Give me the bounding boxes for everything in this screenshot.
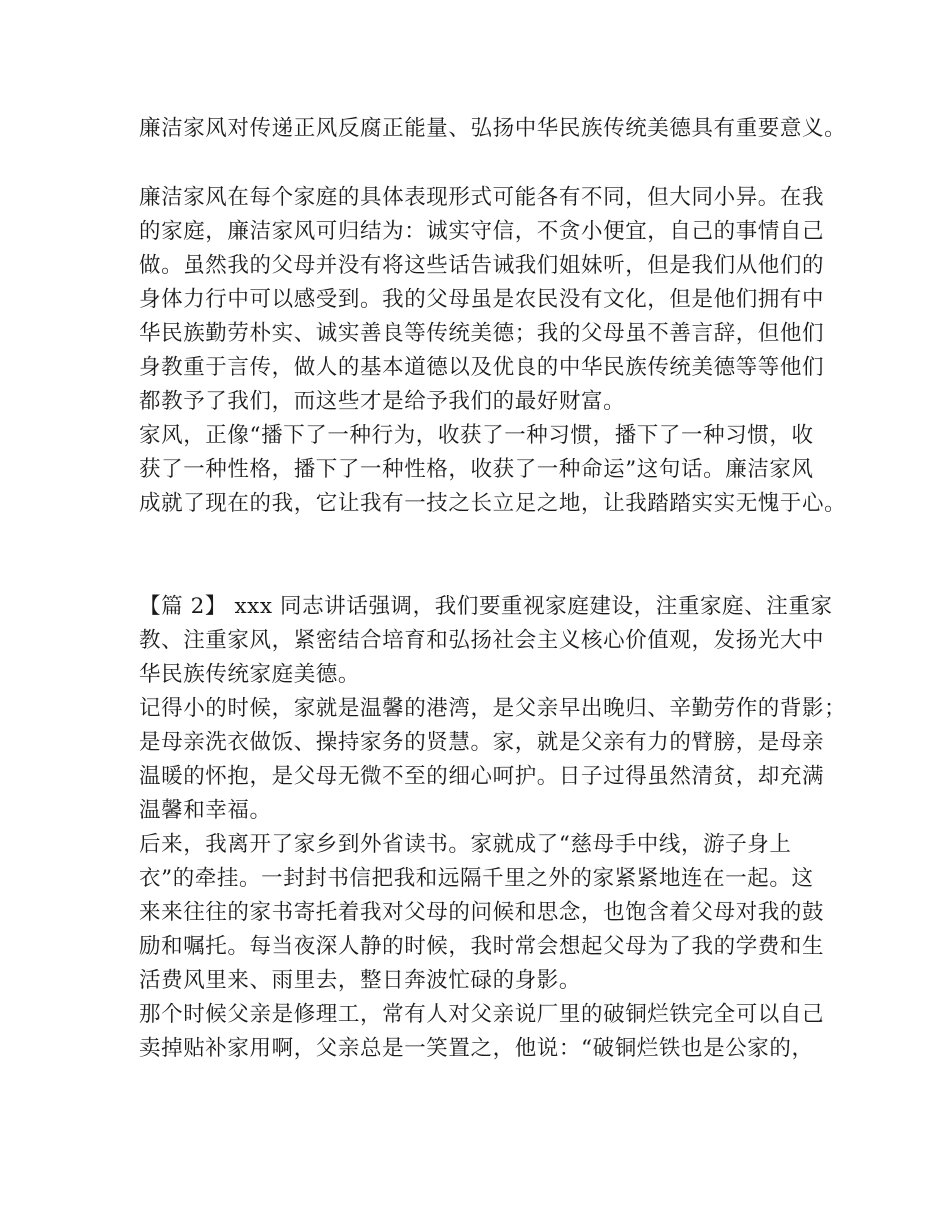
text-line: 记得小的时候，家就是温馨的港湾，是父亲早出晚归、辛勤劳作的背影； bbox=[139, 696, 847, 721]
text-line: 做。虽然我的父母并没有将这些话告诫我们姐妹听，但是我们从他们的 bbox=[139, 253, 825, 278]
text-line: 后来，我离开了家乡到外省读书。家就成了“慈母手中线，游子身上 bbox=[139, 832, 792, 857]
text-line: 那个时候父亲是修理工，常有人对父亲说厂里的破铜烂铁完全可以自己 bbox=[139, 1002, 825, 1027]
text-line: 来来往往的家书寄托着我对父母的问候和思念，也饱含着父母对我的鼓 bbox=[139, 900, 825, 925]
text-line: 获了一种性格，播下了一种性格，收获了一种命运”这句话。廉洁家风 bbox=[139, 457, 814, 482]
text-line: 家风，正像“播下了一种行为，收获了一种习惯，播下了一种习惯，收 bbox=[139, 423, 814, 448]
text-line: 廉洁家风对传递正风反腐正能量、弘扬中华民族传统美德具有重要意义。 bbox=[139, 116, 847, 141]
text-line: 卖掉贴补家用啊，父亲总是一笑置之，他说：“破铜烂铁也是公家的， bbox=[139, 1036, 814, 1061]
text-line: 教、注重家风，紧密结合培育和弘扬社会主义核心价值观，发扬光大中 bbox=[139, 628, 825, 653]
text-line: 温馨和幸福。 bbox=[139, 798, 272, 823]
text-line: 成就了现在的我，它让我有一技之长立足之地，让我踏踏实实无愧于心。 bbox=[139, 491, 847, 516]
text-line: 衣”的牵挂。一封封书信把我和远隔千里之外的家紧紧地连在一起。这 bbox=[139, 866, 814, 891]
text-line: 是母亲洗衣做饭、操持家务的贤慧。家，就是父亲有力的臂膀，是母亲 bbox=[139, 730, 825, 755]
text-line: 华民族勤劳朴实、诚实善良等传统美德；我的父母虽不善言辞，但他们 bbox=[139, 321, 825, 346]
text-line: 华民族传统家庭美德。 bbox=[139, 662, 361, 687]
text-line: 身体力行中可以感受到。我的父母虽是农民没有文化，但是他们拥有中 bbox=[139, 287, 825, 312]
text-line: 活费风里来、雨里去，整日奔波忙碌的身影。 bbox=[139, 968, 582, 993]
text-line: 都教予了我们，而这些才是给予我们的最好财富。 bbox=[139, 389, 626, 414]
text-line: 身教重于言传，做人的基本道德以及优良的中华民族传统美德等等他们 bbox=[139, 355, 825, 380]
text-line: 廉洁家风在每个家庭的具体表现形式可能各有不同，但大同小异。在我 bbox=[139, 185, 825, 210]
section-heading-line: 【篇 2】 xxx 同志讲话强调，我们要重视家庭建设，注重家庭、注重家 bbox=[139, 594, 833, 619]
text-line: 温暖的怀抱，是父母无微不至的细心呵护。日子过得虽然清贫，却充满 bbox=[139, 764, 825, 789]
text-line: 的家庭，廉洁家风可归结为：诚实守信，不贪小便宜，自己的事情自己 bbox=[139, 219, 825, 244]
text-line: 励和嘱托。每当夜深人静的时候，我时常会想起父母为了我的学费和生 bbox=[139, 934, 825, 959]
